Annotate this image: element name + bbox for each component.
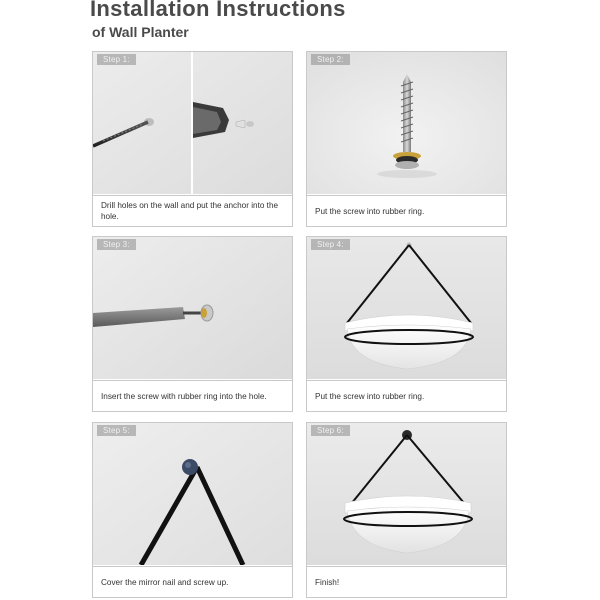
step-1-caption: Drill holes on the wall and put the anchor into the hole. — [93, 195, 292, 226]
step-3-photo-screwdriver — [93, 237, 292, 379]
step-4-photo-planter-hanging — [307, 237, 506, 379]
step-3-tag: Step 3: — [97, 239, 136, 250]
step-2-photo-screw-ring — [307, 52, 506, 194]
step-6-photo-finished-planter — [307, 423, 506, 565]
step-6-caption: Finish! — [307, 566, 506, 597]
step-card-4 — [306, 236, 507, 412]
step-1-tag: Step 1: — [97, 54, 136, 65]
page-subtitle: of Wall Planter — [92, 24, 189, 40]
step-1-photo-drill-anchor — [93, 52, 292, 194]
step-4-tag: Step 4: — [311, 239, 350, 250]
page-title: Installation Instructions — [90, 0, 346, 21]
step-2-caption: Put the screw into rubber ring. — [307, 195, 506, 226]
step-5-photo-mirror-nail — [93, 423, 292, 565]
step-card-6 — [306, 422, 507, 598]
step-2-tag: Step 2: — [311, 54, 350, 65]
step-card-1 — [92, 51, 293, 227]
step-card-2 — [306, 51, 507, 227]
step-4-caption: Put the screw into rubber ring. — [307, 380, 506, 411]
step-card-5 — [92, 422, 293, 598]
step-5-caption: Cover the mirror nail and screw up. — [93, 566, 292, 597]
step-3-caption: Insert the screw with rubber ring into the hole. — [93, 380, 292, 411]
step-6-tag: Step 6: — [311, 425, 350, 436]
step-5-tag: Step 5: — [97, 425, 136, 436]
step-card-3 — [92, 236, 293, 412]
